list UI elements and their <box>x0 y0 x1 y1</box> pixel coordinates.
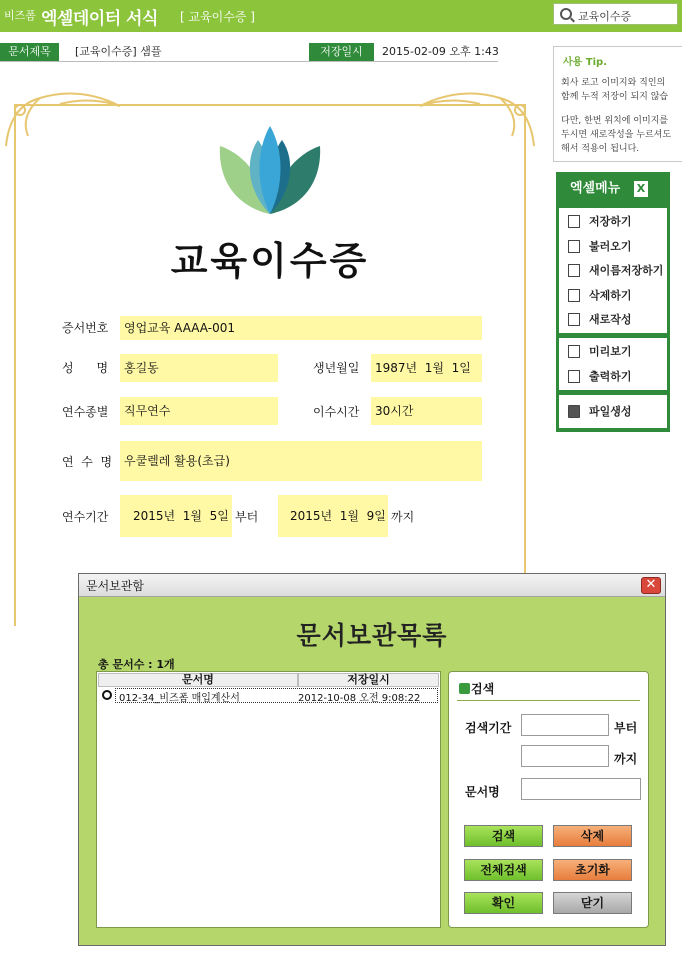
tip-line: 두시면 새로작성을 누르셔도 <box>561 130 672 140</box>
docname-label: 문서명 <box>465 785 500 799</box>
menu-group-export <box>559 395 667 428</box>
brand-tag: [ 교육이수증 ] <box>180 10 255 24</box>
menu-group-print <box>559 338 667 390</box>
hours-label: 이수시간 <box>313 405 360 419</box>
search-button[interactable]: 검색 <box>464 825 543 847</box>
period-to-text: 까지 <box>391 510 415 524</box>
column-header-name[interactable]: 문서명 <box>98 673 298 687</box>
course-label: 연 수 명 <box>62 455 113 469</box>
tip-title: 사용 Tip. <box>563 57 608 68</box>
period-from-text: 부터 <box>235 510 259 524</box>
docname-input[interactable] <box>521 778 641 800</box>
reset-button[interactable]: 초기화 <box>553 859 632 881</box>
search-panel <box>448 671 649 928</box>
period-end-field[interactable]: 2015년 1월 9일 <box>278 495 388 537</box>
brand-small: 비즈폼 <box>4 9 36 22</box>
confirm-button[interactable]: 확인 <box>464 892 543 914</box>
print-icon <box>568 370 580 383</box>
dialog-title: 문서보관함 <box>86 579 144 593</box>
close-icon[interactable]: ✕ <box>641 577 661 594</box>
info-divider <box>0 61 498 62</box>
menu-save-as[interactable]: 새이름저장하기 <box>559 259 667 283</box>
search-icon[interactable] <box>560 8 572 20</box>
course-field[interactable]: 우쿨렐레 활용(초급) <box>120 441 482 481</box>
menu-load[interactable]: 불러오기 <box>559 235 667 259</box>
menu-create-file[interactable]: 파일생성 <box>559 400 667 424</box>
search-input[interactable] <box>553 3 678 25</box>
excel-menu <box>556 172 670 432</box>
search-header: 검색 <box>471 682 495 696</box>
delete-button[interactable]: 삭제 <box>553 825 632 847</box>
period-from-input[interactable] <box>521 714 609 736</box>
preview-icon <box>568 345 580 358</box>
name-label: 성 명 <box>62 361 109 375</box>
search-header-icon <box>459 683 470 694</box>
menu-save[interactable]: 저장하기 <box>559 210 667 234</box>
birth-label: 생년월일 <box>313 361 360 375</box>
cert-no-field[interactable]: 영업교육 AAAA-001 <box>120 316 482 340</box>
period-to-input[interactable] <box>521 745 609 767</box>
close-button[interactable]: 닫기 <box>553 892 632 914</box>
document-count: 총 문서수 : 1개 <box>98 658 175 671</box>
doc-title-value: [교육이수증] 샘플 <box>75 45 162 58</box>
save-date-label: 저장일시 <box>309 43 374 61</box>
usage-tip <box>553 46 682 162</box>
save-date-value: 2015-02-09 오후 1:43 <box>382 45 499 58</box>
tip-line: 해서 적용이 됩니다. <box>561 144 640 154</box>
brand-title: 엑셀데이터 서식 <box>41 9 158 29</box>
excel-icon: X <box>634 181 648 197</box>
dialog-titlebar[interactable] <box>79 574 665 597</box>
row-doc-name: 012-34_비즈폼 매입계산서 <box>119 693 240 704</box>
doc-title-label: 문서제목 <box>0 43 59 61</box>
tip-line: 다만, 한번 위치에 이미지를 <box>561 116 669 126</box>
menu-delete[interactable]: 삭제하기 <box>559 284 667 308</box>
name-field[interactable]: 홍길동 <box>120 354 278 382</box>
folder-icon <box>568 405 580 418</box>
cert-no-label: 증서번호 <box>62 321 109 335</box>
download-icon <box>568 240 580 253</box>
certificate-title: 교육이수증 <box>170 239 370 283</box>
trash-icon <box>568 289 580 302</box>
menu-print[interactable]: 출력하기 <box>559 365 667 389</box>
row-radio[interactable] <box>102 690 112 700</box>
menu-new[interactable]: 새로작성 <box>559 308 667 332</box>
type-label: 연수종별 <box>62 405 109 419</box>
period-label: 연수기간 <box>62 510 109 524</box>
column-header-date[interactable]: 저장일시 <box>298 673 439 687</box>
to-label: 까지 <box>614 752 638 766</box>
new-doc-icon <box>568 313 580 326</box>
certificate <box>0 64 540 624</box>
search-period-label: 검색기간 <box>465 721 512 735</box>
search-value: 교육이수증 <box>578 10 632 23</box>
hours-field[interactable]: 30시간 <box>371 397 482 425</box>
lotus-logo <box>214 126 326 216</box>
search-divider <box>457 700 640 701</box>
tip-line: 함께 누적 저장이 되지 않습 <box>561 92 669 102</box>
top-header <box>0 0 682 32</box>
menu-group-file <box>559 208 667 333</box>
row-doc-date: 2012-10-08 오전 9:08:22 <box>298 693 421 704</box>
document-archive-dialog <box>78 573 666 946</box>
birth-field[interactable]: 1987년 1월 1일 <box>371 354 482 382</box>
table-row[interactable] <box>99 688 440 704</box>
menu-preview[interactable]: 미리보기 <box>559 340 667 364</box>
period-start-field[interactable]: 2015년 1월 5일 <box>120 495 232 537</box>
dialog-heading: 문서보관목록 <box>296 621 448 650</box>
type-field[interactable]: 직무연수 <box>120 397 278 425</box>
save-as-icon <box>568 264 580 277</box>
tip-line: 회사 로고 이미지와 직인의 <box>561 78 666 88</box>
excel-menu-title: 엑셀메뉴 <box>570 181 621 196</box>
save-icon <box>568 215 580 228</box>
search-all-button[interactable]: 전체검색 <box>464 859 543 881</box>
from-label: 부터 <box>614 721 638 735</box>
document-list[interactable] <box>96 671 441 928</box>
